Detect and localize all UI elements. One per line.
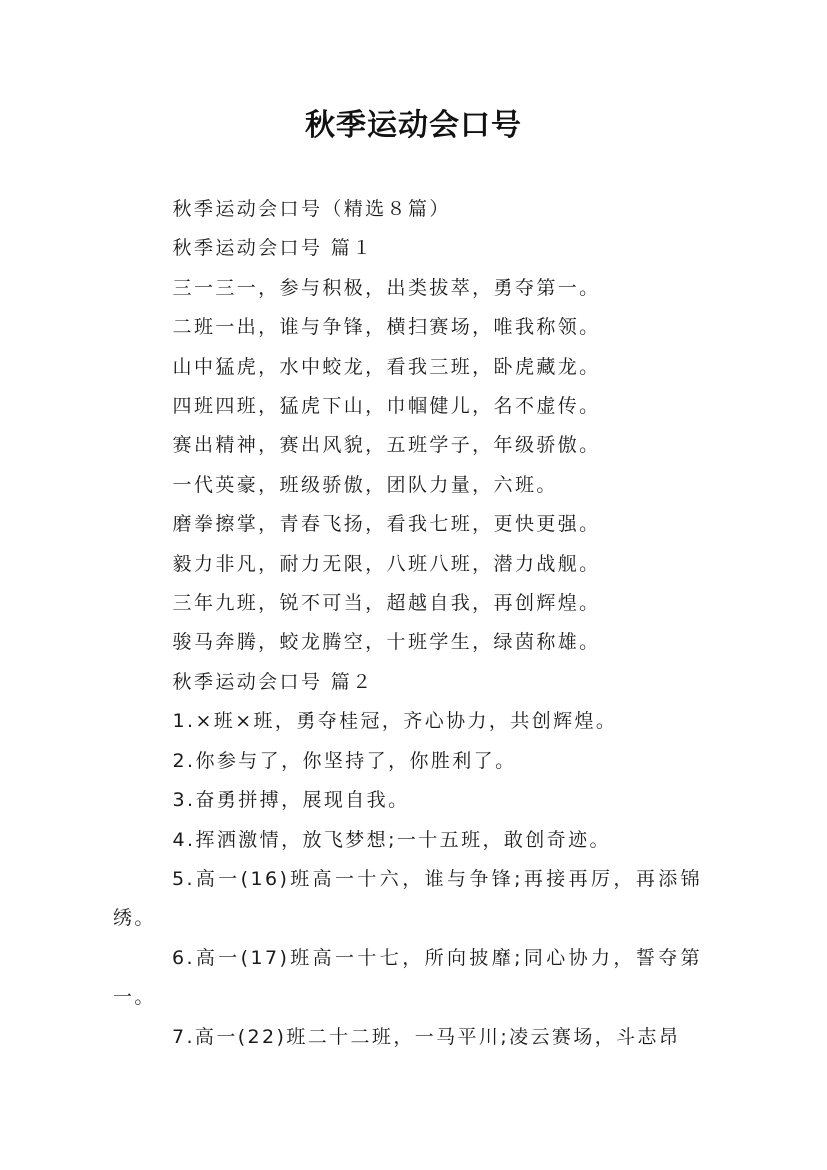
paragraph: 秋季运动会口号 篇１ [172,237,374,260]
paragraph: 1.×班×班，勇夺桂冠，齐心协力，共创辉煌。 [172,710,618,733]
document-title: 秋季运动会口号 [305,108,522,143]
paragraph: 2.你参与了，你坚持了，你胜利了。 [172,749,517,772]
paragraph: 4.挥洒激情，放飞梦想;一十五班，敢创奇迹。 [172,828,611,851]
paragraph: 三年九班，锐不可当，超越自我，再创辉煌。 [172,592,601,615]
paragraph: 山中猛虎，水中蛟龙，看我三班，卧虎藏龙。 [172,355,601,378]
paragraph: 秋季运动会口号（精选８篇） [172,198,451,220]
paragraph: 毅力非凡，耐力无限，八班八班，潜力战舰。 [172,552,601,575]
paragraph: 赛出精神，赛出风貌，五班学子，年级骄傲。 [172,434,601,457]
paragraph: 秋季运动会口号 篇２ [172,670,374,693]
paragraph: 6.高一(17)班高一十七，所向披靡;同心协力，誓夺第一。 [113,946,702,1009]
paragraph: 骏马奔腾，蛟龙腾空，十班学生，绿茵称雄。 [172,631,601,654]
paragraph: 二班一出，谁与争锋，横扫赛场，唯我称领。 [172,316,601,339]
paragraph: 5.高一(16)班高一十六，谁与争锋;再接再厉，再添锦绣。 [113,867,702,930]
paragraph: 7.高一(22)班二十二班，一马平川;凌云赛场，斗志昂 [172,1025,681,1048]
paragraph: 三一三一，参与积极，出类拔萃，勇夺第一。 [172,276,601,299]
paragraph: 磨拳擦掌，青春飞扬，看我七班，更快更强。 [172,513,601,536]
paragraph: 四班四班，猛虎下山，巾帼健儿，名不虚传。 [172,395,601,418]
document-body [113,190,702,1057]
paragraph: 一代英豪，班级骄傲，团队力量，六班。 [172,473,558,496]
paragraph: 3.奋勇拼搏，展现自我。 [172,789,410,812]
